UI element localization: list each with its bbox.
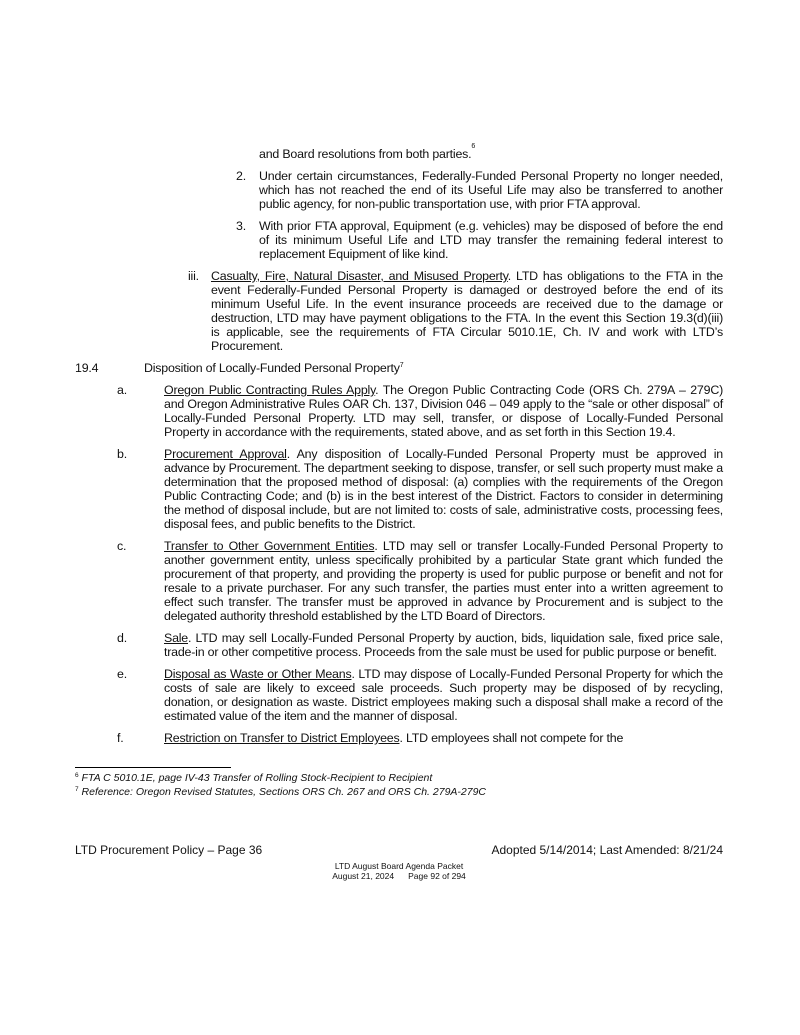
item-c [117,539,723,623]
item-e [117,667,723,723]
section-heading [75,361,723,375]
item-title: Sale [164,631,188,645]
footnote-number: 7 [75,786,79,793]
item-label: d. [117,631,127,645]
footnote-number: 6 [75,772,79,779]
item-text: . LTD employees shall not compete for the [399,731,624,745]
footnote-divider [75,767,231,768]
item-d [117,631,723,659]
footnote-7 [75,785,723,799]
item-text: . The Oregon Public Contracting Code (ORS Ch. 279A – 279C) and Oregon Administrative Rules OAR Ch. 137, Division 046 – 049 apply to the “sale or other disposal” of Locally-Funded Personal Property. LTD may sell, transfer, or dispose of Locally-Funded Personal Property in accordance with the requirements, stated above, and as set forth in this Section 19.4. [164,383,723,439]
item-text: . LTD has obligations to the FTA in the event Federally-Funded Personal Property is damaged or destroyed before the end of its minimum Useful Life. In the event insurance proceeds are received due to the damage or destruction, LTD may have payment obligations to the FTA. In the event this Section 19.3(d)(iii) is applicable, see the requirements of FTA Circular 5010.1E, Ch. IV and work with LTD’s Procurement. [211,269,723,353]
item-text: . LTD may sell Locally-Funded Personal Property by auction, bids, liquidation sale, fixed price sale, trade-in or other competitive process. Proceeds from the sale must be used for public purpose or benefit. [164,631,723,659]
item-text: . LTD may sell or transfer Locally-Funded Personal Property to another government entity, unless specifically prohibited by a particular State grant which funded the procurement of that property, and providing the property is used for public purpose or benefit and not for resale to a private purchaser. For any such transfer, the parties must enter into a written agreement to effect such transfer. The transfer must be approved in advance by Procurement and is subject to the delegated authority threshold established by the LTD Board of Directors. [164,539,723,623]
footnote-ref: 6 [471,143,476,150]
item-text: Under certain circumstances, Federally-Funded Personal Property no longer needed, which has not reached the end of its Useful Life may also be transferred to another public agency, for non-public transportation use, with prior FTA approval. [259,169,723,211]
item-title: Procurement Approval [164,447,287,461]
intro-text: and Board resolutions from both parties. [259,147,472,161]
item-label: 3. [236,219,246,233]
item-label: iii. [188,269,199,283]
item-text: . Any disposition of Locally-Funded Personal Property must be approved in advance by Procurement. The department seeking to dispose, transfer, or sell such property must make a determination that the proposed method of disposal: (a) complies with the requirements of the Oregon Public Contracting Code; and (b) is in the best interest of the District. Factors to consider in determining the method of disposal include, but are not limited to: costs of sale, administrative costs, processing fees, disposal fees, and public benefits to the District. [164,447,723,531]
item-title: Casualty, Fire, Natural Disaster, and Misused Property [211,269,508,283]
item-title: Oregon Public Contracting Rules Apply [164,383,376,397]
item-label: f. [117,731,124,745]
item-text: With prior FTA approval, Equipment (e.g. vehicles) may be disposed of before the end of its minimum Useful Life and LTD may transfer the remaining federal interest to replacement Equipment of like kind. [259,219,723,261]
item-text: . LTD may dispose of Locally-Funded Personal Property for which the costs of sale are likely to exceed sale proceeds. Such property may be disposed of by recycling, donation, or designation as waste. District employees making such a disposal shall make a record of the estimated value of the item and the manner of disposal. [164,667,723,723]
stamp-date: August 21, 2024 [332,871,395,881]
packet-stamp-info [75,871,723,881]
intro-line [259,143,723,161]
item-label: e. [117,667,127,681]
document-page [75,0,723,881]
item-a [117,383,723,439]
section-number: 19.4 [75,361,99,375]
item-label: a. [117,383,127,397]
item-title: Transfer to Other Government Entities [164,539,375,553]
item-title: Disposal as Waste or Other Means [164,667,352,681]
footnote-ref: 7 [399,362,404,369]
numbered-item-3 [236,219,723,261]
footnote-6 [75,771,723,785]
footnote-text: Reference: Oregon Revised Statutes, Sections ORS Ch. 267 and ORS Ch. 279A-279C [81,786,487,798]
item-label: c. [117,539,127,553]
section-title: Disposition of Locally-Funded Personal Property [144,361,400,375]
item-title: Restriction on Transfer to District Employees [164,731,400,745]
page-footer [75,843,723,857]
numbered-item-2 [236,169,723,211]
packet-stamp-title: LTD August Board Agenda Packet [334,861,464,871]
item-label: b. [117,447,127,461]
footer-left: LTD Procurement Policy – Page 36 [75,843,263,857]
item-label: 2. [236,169,246,183]
footnote-text: FTA C 5010.1E, page IV-43 Transfer of Rolling Stock-Recipient to Recipient [81,772,433,784]
item-f [117,731,723,745]
roman-item-iii [188,269,723,353]
footer-right: Adopted 5/14/2014; Last Amended: 8/21/24 [491,843,723,857]
stamp-page: Page 92 of 294 [408,871,466,881]
item-b [117,447,723,531]
